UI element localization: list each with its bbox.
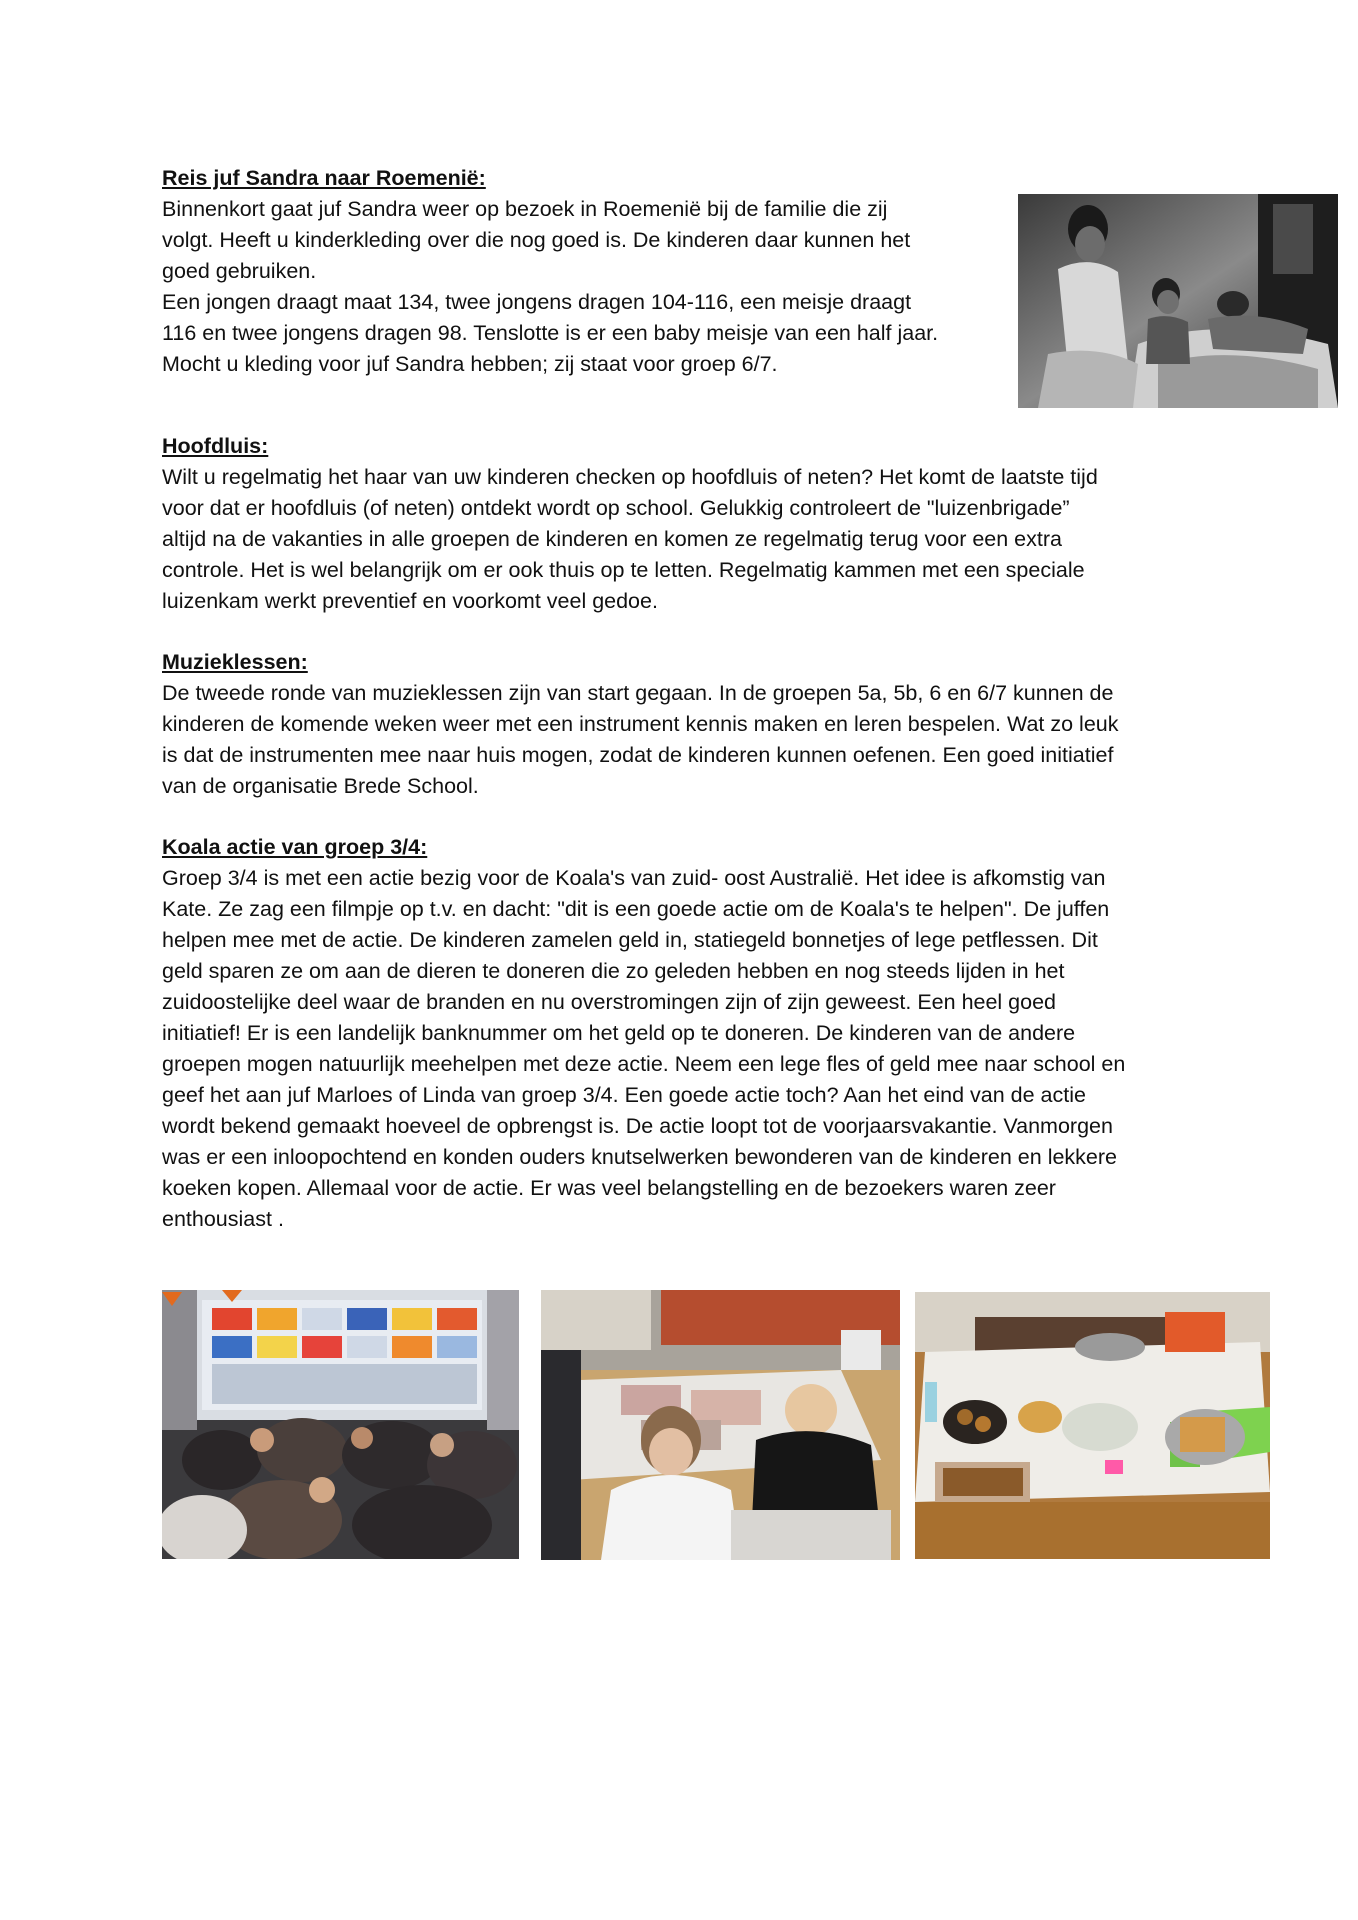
- paragraph-line: is dat de instrumenten mee naar huis mogen, zodat de kinderen kunnen oefenen. Een goed initiatief: [162, 743, 1114, 767]
- section-heading: Muzieklessen:: [162, 650, 308, 674]
- paragraph-line: 116 en twee jongens dragen 98. Tenslotte is er een baby meisje van een half jaar.: [162, 321, 939, 345]
- paragraph-line: was er een inloopochtend en konden ouders knutselwerken bewonderen van de kinderen en lekkere: [162, 1145, 1118, 1169]
- paragraph-line: luizenkam werkt preventief en voorkomt veel gedoe.: [162, 589, 658, 613]
- paragraph-line: Een jongen draagt maat 134, twee jongens dragen 104-116, een meisje draagt: [162, 290, 912, 314]
- family-photo: [1018, 194, 1338, 408]
- paragraph-line: goed gebruiken.: [162, 259, 317, 283]
- paragraph-line: geef het aan juf Marloes of Linda van groep 3/4. Een goede actie toch? Aan het eind van de actie: [162, 1083, 1086, 1107]
- section-reis-roemenie: [162, 163, 938, 380]
- paragraph-line: voor dat er hoofdluis (of neten) ontdekt wordt op school. Gelukkig controleert de "luizenbrigade”: [162, 496, 1070, 520]
- section-heading: Koala actie van groep 3/4:: [162, 835, 428, 859]
- paragraph-line: controle. Het is wel belangrijk om er ook thuis op te letten. Regelmatig kammen met een speciale: [162, 558, 1085, 582]
- paragraph-line: geld sparen ze om aan de dieren te doneren die zo geleden hebben en nog steeds lijden in het: [162, 959, 1065, 983]
- paragraph-line: zuidoostelijke deel waar de branden en nu overstromingen zijn of zijn geweest. Een heel goed: [162, 990, 1057, 1014]
- section-heading: Reis juf Sandra naar Roemenië:: [162, 166, 486, 190]
- paragraph-line: enthousiast .: [162, 1207, 284, 1231]
- paragraph-line: volgt. Heeft u kinderkleding over die nog goed is. De kinderen daar kunnen het: [162, 228, 911, 252]
- paragraph-line: helpen mee met de actie. De kinderen zamelen geld in, statiegeld bonnetjes of lege petflessen. Dit: [162, 928, 1098, 952]
- section-muzieklessen: [162, 647, 1119, 802]
- paragraph-line: Kate. Ze zag een filmpje op t.v. en dacht: "dit is een goede actie om de Koala's te helpen". De juffen: [162, 897, 1110, 921]
- food-table-photo: [915, 1292, 1270, 1559]
- section-hoofdluis: [162, 431, 1098, 617]
- paragraph-line: initiatief! Er is een landelijk banknummer om het geld op te doneren. De kinderen van de andere: [162, 1021, 1076, 1045]
- paragraph-line: wordt bekend gemaakt hoeveel de opbrengst is. De actie loopt tot de voorjaarsvakantie. Vanmorgen: [162, 1114, 1113, 1138]
- paragraph-line: Groep 3/4 is met een actie bezig voor de Koala's van zuid- oost Australië. Het idee is afkomstig van: [162, 866, 1106, 890]
- section-koala-actie: [162, 832, 1125, 1235]
- paragraph-line: Mocht u kleding voor juf Sandra hebben; zij staat voor groep 6/7.: [162, 352, 778, 376]
- paragraph-line: Binnenkort gaat juf Sandra weer op bezoek in Roemenië bij de familie die zij: [162, 197, 888, 221]
- section-heading: Hoofdluis:: [162, 434, 269, 458]
- paragraph-line: koeken kopen. Allemaal voor de actie. Er was veel belangstelling en de bezoekers waren zeer: [162, 1176, 1056, 1200]
- paragraph-line: van de organisatie Brede School.: [162, 774, 479, 798]
- paragraph-line: altijd na de vakanties in alle groepen de kinderen en komen ze regelmatig terug voor een extra: [162, 527, 1062, 551]
- paragraph-line: Wilt u regelmatig het haar van uw kinderen checken op hoofdluis of neten? Het komt de laatste tijd: [162, 465, 1098, 489]
- kids-at-table-photo: [541, 1290, 900, 1560]
- paragraph-line: De tweede ronde van muzieklessen zijn van start gegaan. In de groepen 5a, 5b, 6 en 6/7 kunnen de: [162, 681, 1114, 705]
- paragraph-line: groepen mogen natuurlijk meehelpen met deze actie. Neem een lege fles of geld mee naar school en: [162, 1052, 1126, 1076]
- paragraph-line: kinderen de komende weken weer met een instrument kennis maken en leren bespelen. Wat zo leuk: [162, 712, 1119, 736]
- school-hall-photo: [162, 1290, 519, 1559]
